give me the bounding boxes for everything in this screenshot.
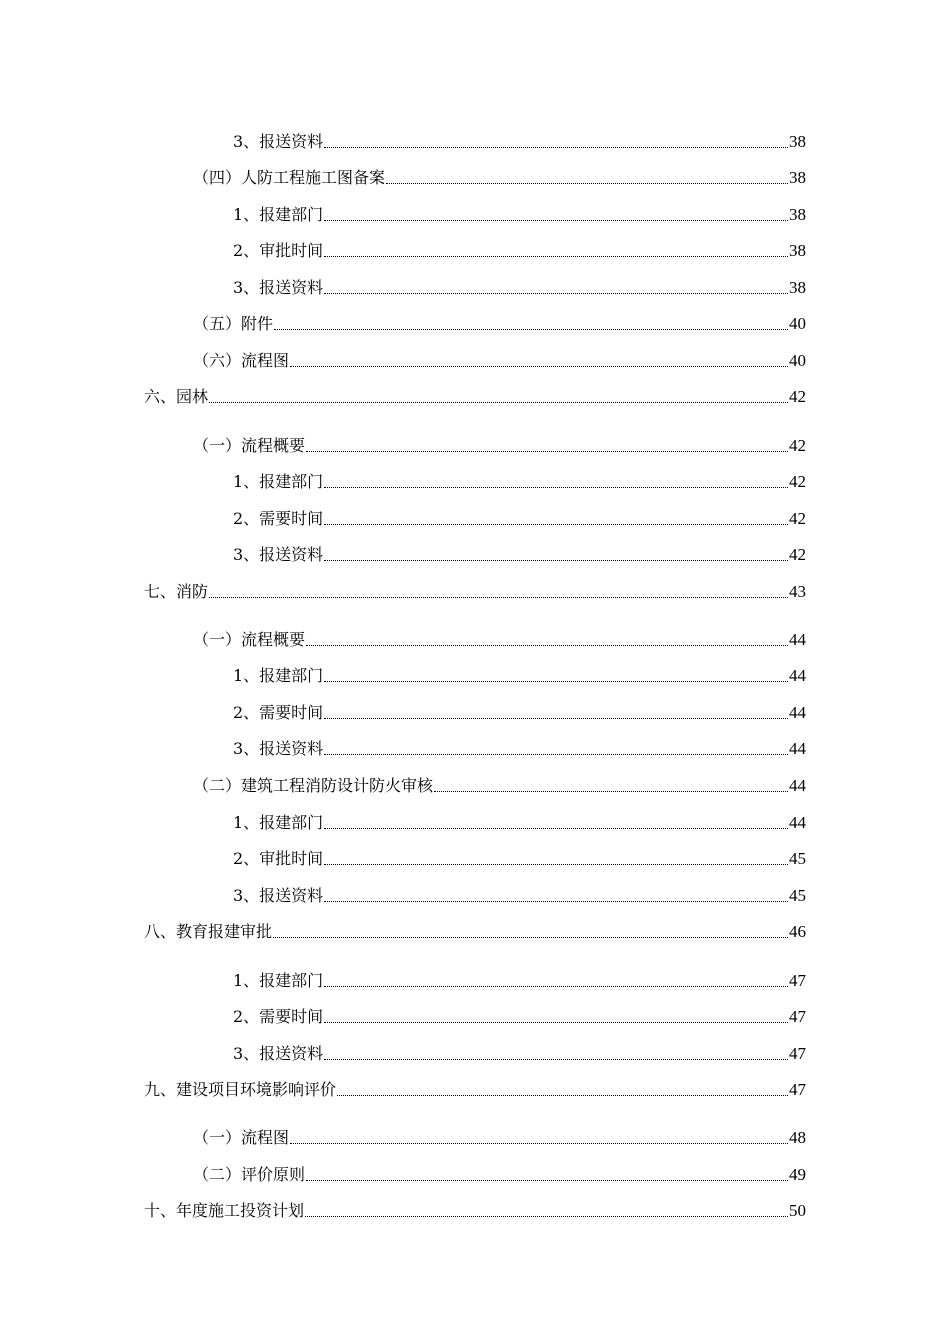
- dot-leader: [324, 1059, 788, 1060]
- toc-entry-title: （一）流程图: [193, 1128, 290, 1147]
- dot-leader: [324, 754, 788, 755]
- toc-entry-title: 2、需要时间: [233, 1007, 324, 1026]
- toc-entry-title: （二）评价原则: [193, 1165, 306, 1184]
- toc-entry[interactable]: [193, 160, 806, 188]
- dot-leader: [324, 718, 788, 719]
- toc-entry-page: 44: [789, 739, 806, 758]
- toc-entry-page: 45: [789, 886, 806, 905]
- dot-leader: [324, 901, 788, 902]
- dot-leader: [324, 986, 788, 987]
- toc-entry-page: 46: [789, 922, 806, 941]
- toc-entry-title: 2、需要时间: [233, 509, 324, 528]
- toc-entry[interactable]: [193, 343, 806, 371]
- toc-entry-title: 3、报送资料: [233, 886, 324, 905]
- toc-entry[interactable]: [144, 1072, 806, 1100]
- toc-entry-title: 1、报建部门: [233, 813, 324, 832]
- toc-entry-title: 九、建设项目环境影响评价: [144, 1080, 337, 1099]
- dot-leader: [324, 1022, 788, 1023]
- toc-entry[interactable]: [144, 914, 806, 942]
- dot-leader: [324, 524, 788, 525]
- dot-leader: [273, 937, 788, 938]
- toc-entry-page: 38: [789, 241, 806, 260]
- toc-entry-page: 48: [789, 1128, 806, 1147]
- toc-entry-page: 42: [789, 472, 806, 491]
- dot-leader: [306, 645, 788, 646]
- dot-leader: [324, 560, 788, 561]
- toc-entry-page: 45: [789, 849, 806, 868]
- toc-entry-title: 十、年度施工投资计划: [144, 1201, 305, 1220]
- toc-entry[interactable]: [233, 841, 806, 869]
- toc-entry-page: 42: [789, 509, 806, 528]
- dot-leader: [306, 1180, 788, 1181]
- toc-entry-title: 3、报送资料: [233, 278, 324, 297]
- toc-entry-page: 38: [789, 132, 806, 151]
- toc-entry-page: 40: [789, 314, 806, 333]
- toc-entry-page: 44: [789, 666, 806, 685]
- toc-entry-title: 3、报送资料: [233, 132, 324, 151]
- toc-entry[interactable]: [144, 574, 806, 602]
- toc-entry-title: 六、园林: [144, 387, 209, 406]
- toc-entry-page: 44: [789, 776, 806, 795]
- dot-leader: [337, 1095, 788, 1096]
- toc-entry-title: 3、报送资料: [233, 545, 324, 564]
- toc-entry-title: 3、报送资料: [233, 739, 324, 758]
- toc-entry-title: 1、报建部门: [233, 205, 324, 224]
- toc-entry[interactable]: [193, 428, 806, 456]
- toc-entry-page: 38: [789, 278, 806, 297]
- toc-entry-page: 47: [789, 971, 806, 990]
- toc-entry[interactable]: [193, 306, 806, 334]
- dot-leader: [324, 256, 788, 257]
- toc-entry-page: 47: [789, 1080, 806, 1099]
- toc-entry-page: 43: [789, 582, 806, 601]
- toc-entry[interactable]: [233, 537, 806, 565]
- toc-entry-page: 50: [789, 1201, 806, 1220]
- toc-entry-title: 2、审批时间: [233, 241, 324, 260]
- toc-entry-title: （六）流程图: [193, 351, 290, 370]
- toc-entry-page: 42: [789, 436, 806, 455]
- toc-entry-title: （四）人防工程施工图备案: [193, 168, 386, 187]
- toc-entry-page: 42: [789, 387, 806, 406]
- dot-leader: [324, 487, 788, 488]
- toc-entry[interactable]: [193, 622, 806, 650]
- toc-entry-title: 3、报送资料: [233, 1044, 324, 1063]
- toc-entry[interactable]: [233, 805, 806, 833]
- dot-leader: [209, 597, 788, 598]
- toc-entry-title: 1、报建部门: [233, 472, 324, 491]
- dot-leader: [324, 828, 788, 829]
- toc-entry-page: 38: [789, 205, 806, 224]
- dot-leader: [434, 791, 788, 792]
- toc-entry-page: 44: [789, 813, 806, 832]
- toc-entry-title: 2、需要时间: [233, 703, 324, 722]
- dot-leader: [386, 183, 788, 184]
- dot-leader: [324, 681, 788, 682]
- toc-entry-page: 47: [789, 1007, 806, 1026]
- toc-entry[interactable]: [233, 464, 806, 492]
- toc-entry-page: 47: [789, 1044, 806, 1063]
- toc-entry-page: 49: [789, 1165, 806, 1184]
- toc-entry[interactable]: [144, 1193, 806, 1221]
- dot-leader: [209, 402, 788, 403]
- toc-entry-title: 七、消防: [144, 582, 209, 601]
- toc-entry-title: （一）流程概要: [193, 630, 306, 649]
- toc-entry[interactable]: [233, 270, 806, 298]
- toc-entry[interactable]: [233, 1036, 806, 1064]
- toc-entry-title: 1、报建部门: [233, 666, 324, 685]
- toc-entry[interactable]: [233, 695, 806, 723]
- toc-entry-title: （一）流程概要: [193, 436, 306, 455]
- toc-entry-title: 1、报建部门: [233, 971, 324, 990]
- dot-leader: [305, 1216, 788, 1217]
- toc-entry[interactable]: [193, 768, 806, 796]
- toc-entry[interactable]: [233, 999, 806, 1027]
- toc-entry[interactable]: [233, 731, 806, 759]
- toc-entry[interactable]: [233, 501, 806, 529]
- toc-entry-page: 44: [789, 630, 806, 649]
- dot-leader: [324, 147, 788, 148]
- dot-leader: [306, 451, 788, 452]
- dot-leader: [290, 1143, 788, 1144]
- toc-entry[interactable]: [233, 658, 806, 686]
- toc-entry[interactable]: [233, 197, 806, 225]
- toc-entry-title: 八、教育报建审批: [144, 922, 273, 941]
- toc-entry-page: 42: [789, 545, 806, 564]
- toc-entry[interactable]: [233, 124, 806, 152]
- dot-leader: [324, 220, 788, 221]
- toc-entry[interactable]: [233, 233, 806, 261]
- toc-entry-page: 44: [789, 703, 806, 722]
- toc-entry-page: 40: [789, 351, 806, 370]
- dot-leader: [324, 293, 788, 294]
- dot-leader: [274, 329, 788, 330]
- toc-entry[interactable]: [144, 379, 806, 407]
- toc-entry[interactable]: [193, 1157, 806, 1185]
- dot-leader: [290, 366, 788, 367]
- dot-leader: [324, 864, 788, 865]
- toc-entry[interactable]: [193, 1120, 806, 1148]
- toc-entry[interactable]: [233, 963, 806, 991]
- toc-entry[interactable]: [233, 878, 806, 906]
- toc-entry-page: 38: [789, 168, 806, 187]
- toc-entry-title: （五）附件: [193, 314, 274, 333]
- toc-entry-title: 2、审批时间: [233, 849, 324, 868]
- toc-entry-title: （二）建筑工程消防设计防火审核: [193, 776, 434, 795]
